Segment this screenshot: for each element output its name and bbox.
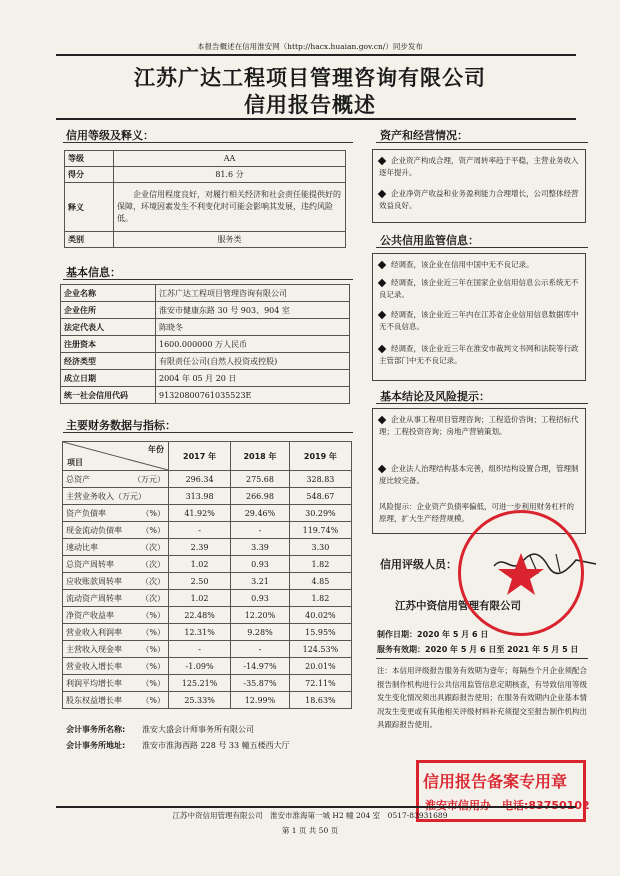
finance-value: 328.83 [289, 471, 351, 488]
basic-info-row [61, 285, 350, 302]
report-title-company: 江苏广达工程项目管理咨询有限公司 [134, 66, 486, 90]
finance-value: 1.02 [169, 590, 231, 607]
basic-info-label: 注册资本 [61, 336, 156, 353]
finance-value: 3.30 [289, 539, 351, 556]
finance-row [63, 505, 352, 522]
finance-row [63, 590, 352, 607]
finance-item-name: 应收账款周转率 [66, 576, 122, 586]
finance-value: 313.98 [169, 488, 231, 505]
public-item [379, 343, 579, 367]
finance-item-unit: （次） [141, 559, 165, 569]
finance-value: 20.01% [289, 658, 351, 675]
finance-item [63, 522, 169, 539]
finance-item-name: 总资产 [66, 474, 90, 484]
rating-label: 类别 [65, 232, 114, 248]
rating-heading: 信用等级及释义： [66, 129, 154, 142]
finance-heading: 主要财务数据与指标： [66, 419, 176, 432]
valid-rule [376, 658, 588, 659]
basic-info-value: 2004 年 05 月 20 日 [156, 370, 350, 387]
agency-name: 江苏中资信用管理有限公司 [395, 600, 521, 612]
public-box [372, 253, 586, 381]
finance-item [63, 675, 169, 692]
basic-info-row [61, 336, 350, 353]
finance-item-unit: （%） [141, 610, 165, 620]
header-item-label: 项目 [67, 458, 83, 467]
finance-value: 548.67 [289, 488, 351, 505]
basic-info-label: 法定代表人 [61, 319, 156, 336]
basic-info-table [60, 284, 350, 404]
finance-row [63, 692, 352, 709]
assets-box [372, 149, 586, 223]
finance-value: 124.53% [289, 641, 351, 658]
finance-value: 3.39 [231, 539, 290, 556]
finance-value: 41.92% [169, 505, 231, 522]
finance-row [63, 471, 352, 488]
finance-item-unit: （%） [141, 508, 165, 518]
finance-value: 2.50 [169, 573, 231, 590]
finance-item-unit: （%） [141, 627, 165, 637]
finance-value: 1.82 [289, 556, 351, 573]
footer-line: 江苏中资信用管理有限公司 淮安市淮海第一城 H2 幢 204 室 0517-83931689 [172, 811, 448, 820]
public-item [379, 259, 579, 271]
diamond-bullet-icon [378, 465, 386, 473]
diamond-bullet-icon [378, 190, 386, 198]
finance-item-name: 股东权益增长率 [66, 695, 122, 705]
finance-item-unit: （次） [141, 593, 165, 603]
finance-row [63, 658, 352, 675]
finance-value: 3.21 [231, 573, 290, 590]
finance-value: 12.20% [231, 607, 290, 624]
conclusion-heading-rule [376, 403, 588, 404]
report-title-subtitle: 信用报告概述 [244, 93, 376, 117]
finance-table [62, 441, 352, 709]
basic-heading-rule [63, 279, 353, 280]
finance-item-name: 主营业务收入（万元） [66, 491, 146, 501]
finance-value: -35.87% [231, 675, 290, 692]
public-item-text: 经调查，该企业在信用中国中无不良记录。 [391, 260, 534, 269]
finance-row [63, 539, 352, 556]
finance-item [63, 573, 169, 590]
diamond-bullet-icon [378, 261, 386, 269]
finance-item-name: 主营收入现金率 [66, 644, 122, 654]
basic-info-value: 1600.000000 万人民币 [156, 336, 350, 353]
finance-row [63, 624, 352, 641]
finance-item-unit: （次） [141, 576, 165, 586]
finance-item-name: 利润平均增长率 [66, 678, 122, 688]
finance-value: 72.11% [289, 675, 351, 692]
basic-info-label: 企业名称 [61, 285, 156, 302]
finance-item [63, 556, 169, 573]
finance-value: - [231, 641, 290, 658]
header-year-label: 年份 [148, 445, 164, 454]
finance-item-unit: （次） [141, 542, 165, 552]
finance-value: 22.48% [169, 607, 231, 624]
basic-info-label: 经济类型 [61, 353, 156, 370]
basic-info-row [61, 353, 350, 370]
basic-info-value: 有限责任公司(自然人投资或控股) [156, 353, 350, 370]
finance-heading-rule [63, 432, 353, 433]
diamond-bullet-icon [378, 279, 386, 287]
finance-item [63, 658, 169, 675]
finance-item-unit: （万元） [133, 474, 165, 484]
public-item [379, 277, 579, 301]
made-date: 制作日期：2020 年 5 月 6 日 [377, 630, 489, 639]
validity-note: 注：本信用评级报告服务有效期为壹年；每隔叁个月企业须配合报告制作机构进行公共信用监管信息定期核查，有导致信用等级发生变化情况须出具跟踪报告使用；在服务有效期内企业基本情况发生变更或有其他相关评级材料补充须提交至报告制作机构出具跟踪报告使用。 [377, 666, 587, 729]
year-header: 2018 年 [231, 442, 290, 471]
finance-corner-cell [63, 442, 169, 471]
rating-row-score [65, 167, 346, 183]
raters-label: 信用评级人员： [380, 558, 457, 571]
basic-heading: 基本信息： [66, 266, 121, 279]
finance-value: 25.33% [169, 692, 231, 709]
finance-row [63, 488, 352, 505]
finance-row [63, 641, 352, 658]
finance-row [63, 675, 352, 692]
finance-item [63, 488, 169, 505]
basic-info-row [61, 370, 350, 387]
diamond-bullet-icon [378, 311, 386, 319]
finance-item [63, 624, 169, 641]
finance-value: -1.09% [169, 658, 231, 675]
basic-info-value: 淮安市健康东路 30 号 903、904 室 [156, 302, 350, 319]
rating-value: 企业信用程度良好，对履行相关经济和社会责任能提供好的保障，环境因素发生不利变化时可能会影响其发展，违约风险低。 [114, 183, 346, 232]
basic-info-label: 统一社会信用代码 [61, 387, 156, 404]
assets-item-text: 企业净资产收益和业务盈利能力合理增长，公司整体经营效益良好。 [379, 189, 579, 210]
basic-info-label: 成立日期 [61, 370, 156, 387]
conclusion-item-text: 企业从事工程项目管理咨询；工程造价咨询；工程招标代理；工程投资咨询；房地产营销策划。 [379, 415, 579, 436]
rating-value: AA [114, 151, 346, 167]
basic-info-row [61, 302, 350, 319]
assets-heading-rule [376, 142, 588, 143]
basic-info-value: 陈晓冬 [156, 319, 350, 336]
finance-value: 125.21% [169, 675, 231, 692]
finance-header-row [63, 442, 352, 471]
conclusion-heading: 基本结论及风险提示： [380, 390, 490, 403]
basic-info-row [61, 319, 350, 336]
finance-value: 40.02% [289, 607, 351, 624]
rating-row-meaning [65, 183, 346, 232]
diamond-bullet-icon [378, 157, 386, 165]
finance-value: 1.82 [289, 590, 351, 607]
finance-value: 275.68 [231, 471, 290, 488]
finance-value: 296.34 [169, 471, 231, 488]
finance-item [63, 607, 169, 624]
finance-value: -14.97% [231, 658, 290, 675]
seal-graphic [461, 513, 581, 633]
finance-row [63, 607, 352, 624]
finance-item-unit: （%） [141, 644, 165, 654]
finance-item-name: 速动比率 [66, 542, 98, 552]
conclusion-item [379, 463, 579, 487]
year-header: 2019 年 [289, 442, 351, 471]
header-rule [56, 54, 576, 56]
filing-stamp-title: 信用报告备案专用章 [423, 772, 568, 791]
finance-value: 119.74% [289, 522, 351, 539]
finance-item-name: 现金流动负债率 [66, 525, 122, 535]
rating-label: 得分 [65, 167, 114, 183]
finance-value: 18.63% [289, 692, 351, 709]
public-item-text: 经调查，该企业近三年内在江苏省企业信用信息数据库中无不良信息。 [379, 310, 579, 331]
page-number: 第 1 页 共 50 页 [281, 826, 339, 835]
public-heading: 公共信用监管信息： [380, 234, 479, 247]
finance-item-unit: （%） [141, 525, 165, 535]
header-note: 本报告概述在信用淮安网（http://hacx.huaian.gov.cn/）同步发布 [197, 42, 423, 51]
public-item-text: 经调查，该企业近三年在淮安市裁判文书网和法院等行政主管部门中无不良记录。 [379, 344, 579, 365]
assets-item-text: 企业资产构成合理，资产周转率趋于平稳，主营业务收入逐年提升。 [379, 156, 579, 177]
finance-value: 15.95% [289, 624, 351, 641]
firm-name-value: 淮安大盛会计师事务所有限公司 [142, 725, 254, 734]
finance-item-name: 营业收入增长率 [66, 661, 122, 671]
finance-item-name: 净资产收益率 [66, 610, 114, 620]
conclusion-item-text: 企业法人治理结构基本完善，组织结构设置合理，管理制度比较完备。 [379, 464, 579, 485]
finance-value: 12.99% [231, 692, 290, 709]
risk-note: 风险提示：企业资产负债率偏低，可进一步利用财务杠杆的原理，扩大生产经营规模。 [379, 502, 574, 523]
rating-table [64, 150, 346, 248]
rating-value: 81.6 分 [114, 167, 346, 183]
basic-info-value: 91320800761035523E [156, 387, 350, 404]
finance-value: - [231, 522, 290, 539]
finance-value: 0.93 [231, 590, 290, 607]
title-rule [56, 118, 576, 120]
basic-info-label: 企业住所 [61, 302, 156, 319]
finance-item [63, 505, 169, 522]
public-heading-rule [376, 247, 588, 248]
rating-row-category [65, 232, 346, 248]
finance-item [63, 692, 169, 709]
company-seal [458, 510, 584, 636]
finance-value: 12.31% [169, 624, 231, 641]
finance-value: 1.02 [169, 556, 231, 573]
finance-row [63, 522, 352, 539]
rating-label: 等级 [65, 151, 114, 167]
finance-value: 2.39 [169, 539, 231, 556]
basic-info-value: 江苏广达工程项目管理咨询有限公司 [156, 285, 350, 302]
finance-item-unit: （%） [141, 678, 165, 688]
assets-item [379, 155, 579, 179]
finance-item-unit: （%） [141, 661, 165, 671]
rating-heading-rule [63, 142, 353, 143]
finance-item-name: 资产负债率 [66, 508, 106, 518]
assets-heading: 资产和经营情况： [380, 129, 468, 142]
finance-item [63, 641, 169, 658]
rating-value: 服务类 [114, 232, 346, 248]
finance-item-name: 营业收入利润率 [66, 627, 122, 637]
finance-value: 29.46% [231, 505, 290, 522]
finance-item [63, 590, 169, 607]
finance-item [63, 471, 169, 488]
public-item-text: 经调查，该企业近三年在国家企业信用信息公示系统无不良记录。 [379, 278, 579, 299]
finance-value: 30.29% [289, 505, 351, 522]
rating-row-grade [65, 151, 346, 167]
finance-item-name: 流动资产周转率 [66, 593, 122, 603]
assets-item [379, 188, 579, 212]
finance-value: 0.93 [231, 556, 290, 573]
finance-item-unit: （%） [141, 695, 165, 705]
diamond-bullet-icon [378, 345, 386, 353]
finance-value: 4.85 [289, 573, 351, 590]
basic-info-row [61, 387, 350, 404]
finance-value: - [169, 522, 231, 539]
finance-item [63, 539, 169, 556]
finance-row [63, 573, 352, 590]
diamond-bullet-icon [378, 416, 386, 424]
firm-name-label: 会计事务所名称: [66, 725, 126, 734]
valid-period: 服务有效期：2020 年 5 月 6 日至 2021 年 5 月 5 日 [377, 645, 579, 654]
finance-item-name: 总资产周转率 [66, 559, 114, 569]
filing-stamp-phone: 淮安市信用办 电话:83750102 [425, 799, 590, 812]
finance-value: 9.28% [231, 624, 290, 641]
year-header: 2017 年 [169, 442, 231, 471]
finance-row [63, 556, 352, 573]
firm-addr-value: 淮安市淮海西路 228 号 33 幢五楼西大厅 [142, 741, 290, 750]
public-item [379, 309, 579, 333]
conclusion-item [379, 414, 579, 438]
rating-label: 释义 [65, 183, 114, 232]
finance-value: 266.98 [231, 488, 290, 505]
finance-value: - [169, 641, 231, 658]
firm-addr-label: 会计事务所地址: [66, 741, 126, 750]
footer-rule [56, 806, 576, 808]
